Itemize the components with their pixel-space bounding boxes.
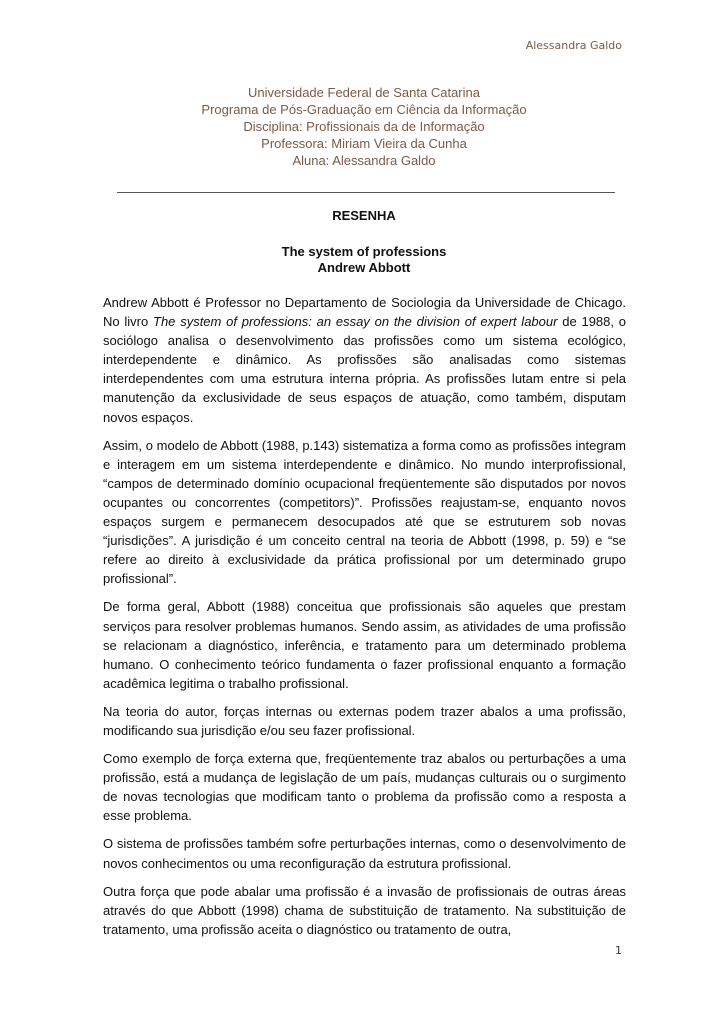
paragraph-1 <box>103 293 626 427</box>
book-author: Andrew Abbott <box>317 260 411 275</box>
university-line: Universidade Federal de Santa Catarina <box>248 85 480 100</box>
paragraph-1-end: de 1988, o sociólogo analisa o desenvolvimento das profissões como um sistema ecológico, interdependente e dinâmico. As profissões são analisadas como sistemas interdependentes com uma estrutura interna própria. As profissões lutam entre si pela manutenção da exclusividade de seus espaços de atuação, como também, disputam novos espaços. <box>103 314 626 425</box>
program-line: Programa de Pós-Graduação em Ciência da Informação <box>201 102 527 117</box>
paragraph-6: O sistema de profissões também sofre perturbações internas, como o desenvolvimento de novos conhecimentos ou uma reconfiguração da estrutura profissional. <box>103 836 626 871</box>
paragraph-3: De forma geral, Abbott (1988) conceitua que profissionais são aqueles que prestam serviços para resolver problemas humanos. Sendo assim, as atividades de uma profissão se relacionam a diagnóstico, inferência, e tratamento para um determinado problema humano. O conhecimento teórico fundamenta o fazer profissional enquanto a formação acadêmica legitima o trabalho profissional. <box>103 599 626 691</box>
paragraph-4: Na teoria do autor, forças internas ou externas podem trazer abalos a uma profissão, modificando sua jurisdição e/ou seu fazer profissional. <box>103 703 626 738</box>
book-full-title: The system of professions: an essay on the division of expert labour <box>153 314 558 330</box>
review-body <box>103 293 626 948</box>
book-title: The system of professions <box>281 244 447 259</box>
paragraph-1-start: Andrew Abbott é Professor no Departamento de Sociologia da Universidade de Chicago. No livro <box>103 295 626 330</box>
professor-line: Professora: Miriam Vieira da Cunha <box>261 136 467 151</box>
header-divider <box>117 192 615 193</box>
paragraph-5: Como exemplo de força externa que, freqüentemente traz abalos ou perturbações a uma profissão, está a mudança de legislação de um país, mudanças culturais ou o surgimento de novas tecnologias que modificam tanto o problema da profissão como a resposta a esse problema. <box>103 751 626 824</box>
running-head: Alessandra Galdo <box>525 39 622 52</box>
page-number: 1 <box>615 944 622 957</box>
paragraph-2: Assim, o modelo de Abbott (1988, p.143) sistematiza a forma como as profissões integram e interagem em um sistema interdependente e dinâmico. No mundo interprofissional, “campos de determinado domínio ocupacional freqüentemente são disputados por novos ocupantes ou concorrentes (competitors)”. Profissões reajustam-se, enquanto novos espaços surgem e permanecem desocupados até que se estruturem sob novas “jurisdições”. A jurisdição é um conceito central na teoria de Abbott (1998, p. 59) e “se refere ao direito à exclusividade da prática profissional por um determinado grupo profissional”. <box>103 437 626 587</box>
paragraph-7: Outra força que pode abalar uma profissão é a invasão de profissionais de outras áreas através do que Abbott (1998) chama de substituição de tratamento. Na substituição de tratamento, uma profissão aceita o diagnóstico ou tratamento de outra, <box>103 883 626 937</box>
student-line: Aluna: Alessandra Galdo <box>292 153 436 168</box>
discipline-line: Disciplina: Profissionais da de Informação <box>243 119 485 134</box>
institution-header <box>0 84 728 169</box>
section-title: RESENHA <box>332 208 396 223</box>
title-block <box>0 207 728 276</box>
